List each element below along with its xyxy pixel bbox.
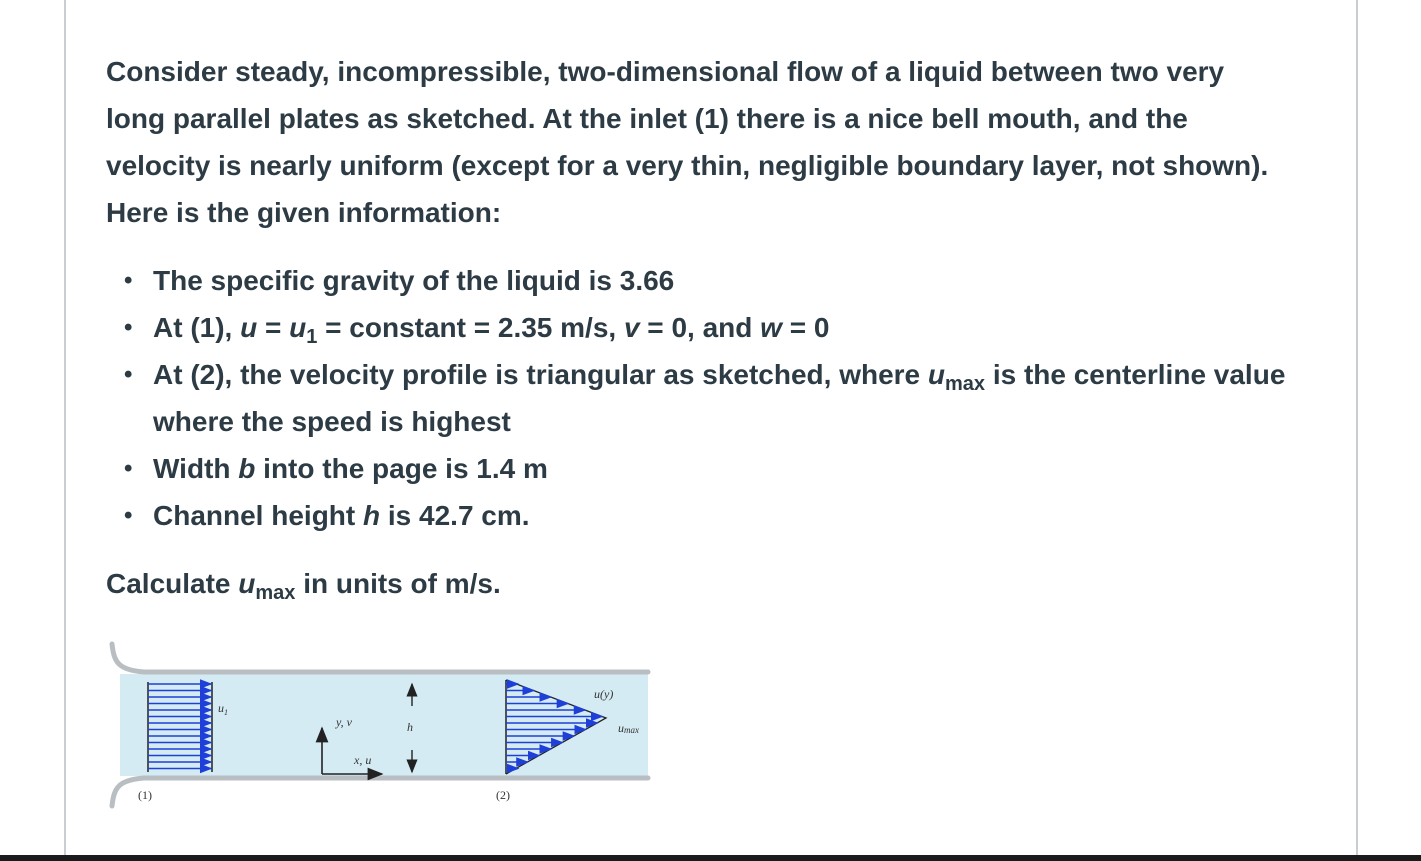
question-text: Calculate $u_{max}$ in units of m/s. xyxy=(106,568,501,604)
given-item-width: • Width b into the page is 1.4 m xyxy=(153,445,1336,492)
label-h: h xyxy=(407,720,413,734)
top-plate xyxy=(112,644,648,672)
label-umax: umax xyxy=(618,721,639,735)
label-u1: $u_1$ xyxy=(218,701,228,717)
given-item-specific-gravity: • The specific gravity of the liquid is 3.66 xyxy=(153,257,1336,304)
label-outlet: (2) xyxy=(496,788,510,802)
label-uy: u(y) xyxy=(594,687,614,701)
label-yv: y, v xyxy=(336,715,352,729)
label-xu: x, u xyxy=(354,753,372,767)
problem-statement xyxy=(106,48,1336,607)
label-inlet: (1) xyxy=(138,788,152,802)
bottom-border xyxy=(0,855,1421,861)
given-list xyxy=(106,257,1336,539)
given-item-outlet-profile: • At (2), the velocity profile is triangular as sketched, where $u_{max}$ is the centerline value where the speed is highest xyxy=(153,351,1336,445)
bottom-plate xyxy=(112,778,648,806)
intro-paragraph: Consider steady, incompressible, two-dimensional flow of a liquid between two very long parallel plates as sketched. At the inlet (1) there is a nice bell mouth, and the velocity is nearly uniform (except for a very thin, negligible boundary layer, not shown). Here is the given information: xyxy=(106,56,1269,228)
given-item-height: • Channel height h is 42.7 cm. xyxy=(153,492,1336,539)
given-item-inlet-velocity: • At (1), $u = u_1$ = constant = 2.35 m/s, v = 0, and w = 0 xyxy=(153,304,1336,351)
channel-flow-figure xyxy=(100,638,660,818)
right-border xyxy=(1356,0,1358,855)
left-border xyxy=(64,0,66,855)
channel-flow-diagram xyxy=(100,638,660,818)
fluid-region xyxy=(120,674,648,776)
